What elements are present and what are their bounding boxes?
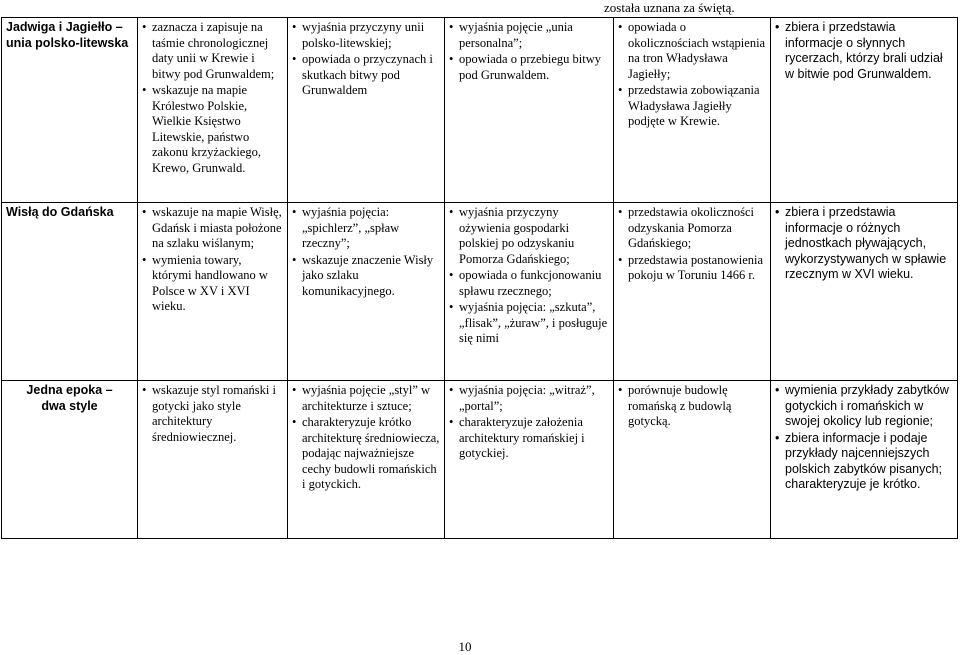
requirement-cell [614,203,771,381]
list-item: • charakteryzuje założenia architektury romańskiej i gotyckiej. [449,415,609,462]
list-item: • wyjaśnia pojęcie „styl” w architekturze i sztuce; [292,383,440,414]
list-item: • zbiera i przedstawia informacje o różnych jednostkach pływających, wykorzystywanych w spławie rzecznym w XVI wieku. [775,205,953,283]
list-item: • opowiada o przyczynach i skutkach bitwy pod Grunwaldem [292,52,440,99]
list-item: • wymienia towary, którymi handlowano w Polsce w XV i XVI wieku. [142,253,283,315]
requirement-cell [771,18,958,203]
topic-label: Jedna epoka – dwa style [26,383,113,413]
topic-label: Jadwiga i Jagiełło – unia polsko-litewska [6,20,129,50]
list-item: • wyjaśnia pojęcie „unia personalna”; [449,20,609,51]
requirement-cell [138,203,288,381]
requirement-cell [771,203,958,381]
page-number: 10 [458,639,472,654]
requirement-cell [138,18,288,203]
topic-cell [2,18,138,203]
curriculum-table [1,17,958,539]
top-note: została uznana za świętą. [604,0,735,15]
list-item: • opowiada o przebiegu bitwy pod Grunwaldem. [449,52,609,83]
list-item: • przedstawia zobowiązania Władysława Jagiełły podjęte w Krewie. [618,83,766,130]
list-item: • wskazuje na mapie Królestwo Polskie, Wielkie Księstwo Litewskie, państwo zakonu krzyżackiego, Krewo, Grunwald. [142,83,283,176]
requirement-cell [288,18,445,203]
table-row [2,18,958,203]
table-row [2,203,958,381]
requirement-cell [771,381,958,539]
list-item: • zbiera i przedstawia informacje o słynnych rycerzach, którzy brali udział w bitwie pod Grunwaldem. [775,20,953,82]
list-item: • charakteryzuje krótko architekturę średniowiecza, podając najważniejsze cechy budowli romańskich i gotyckich. [292,415,440,493]
list-item: • wskazuje styl romański i gotycki jako style architektury średniowiecznej. [142,383,283,445]
list-item: • zaznacza i zapisuje na taśmie chronologicznej daty unii w Krewie i bitwy pod Grunwaldem; [142,20,283,82]
requirement-cell [288,203,445,381]
requirement-cell [138,381,288,539]
list-item: • wyjaśnia pojęcia: „spichlerz”, „spław rzeczny”; [292,205,440,252]
table-row [2,381,958,539]
list-item: • przedstawia okoliczności odzyskania Pomorza Gdańskiego; [618,205,766,252]
list-item: • wyjaśnia pojęcia: „witraż”, „portal”; [449,383,609,414]
topic-cell [2,203,138,381]
list-item: • wyjaśnia przyczyny unii polsko-litewskiej; [292,20,440,51]
list-item: • zbiera informacje i podaje przykłady najcenniejszych polskich zabytków pisanych; charakteryzuje je krótko. [775,431,953,493]
list-item: • wskazuje na mapie Wisłę, Gdańsk i miasta położone na szlaku wiślanym; [142,205,283,252]
requirement-cell [445,203,614,381]
list-item: • wyjaśnia przyczyny ożywienia gospodarki polskiej po odzyskaniu Pomorza Gdańskiego; [449,205,609,267]
requirement-cell [445,18,614,203]
requirement-cell [288,381,445,539]
requirement-cell [445,381,614,539]
requirement-cell [614,381,771,539]
list-item: • opowiada o funkcjonowaniu spławu rzecznego; [449,268,609,299]
list-item: • porównuje budowlę romańską z budowlą gotycką. [618,383,766,430]
list-item: • wyjaśnia pojęcia: „szkuta”, „flisak”, „żuraw”, i posługuje się nimi [449,300,609,347]
list-item: • wskazuje znaczenie Wisły jako szlaku komunikacyjnego. [292,253,440,300]
list-item: • przedstawia postanowienia pokoju w Toruniu 1466 r. [618,253,766,284]
list-item: • opowiada o okolicznościach wstąpienia na tron Władysława Jagiełły; [618,20,766,82]
list-item: • wymienia przykłady zabytków gotyckich i romańskich w swojej okolicy lub regionie; [775,383,953,430]
topic-label: Wisłą do Gdańska [6,205,114,219]
requirement-cell [614,18,771,203]
topic-cell [2,381,138,539]
